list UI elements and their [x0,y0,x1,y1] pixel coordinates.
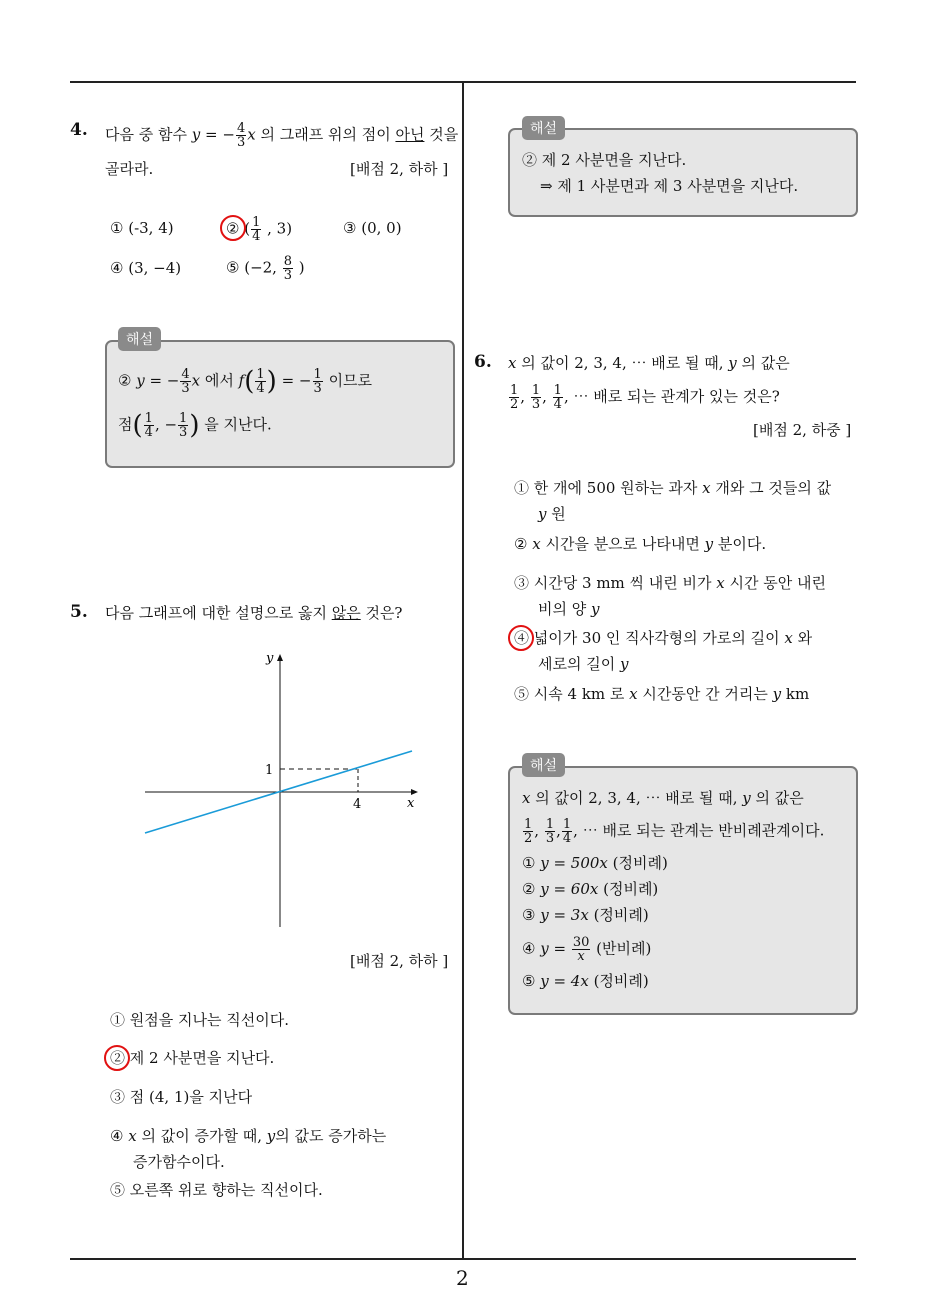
fraction: $\frac{4}{3}$ [181,367,190,396]
fraction: $\frac{1}{3}$ [313,367,322,396]
question-4-option-2[interactable]: ② ( $\frac{1}{4}$ , 3) [226,215,293,244]
question-4-option-5[interactable]: ⑤ (−2, $\frac{8}{3}$ ) [226,254,305,283]
question-6-option-2[interactable]: ② x 시간을 분으로 나타내면 y 분이다. [514,535,767,553]
question-6-solution-item-2: ② y = 60x (정비례) [522,880,659,898]
question-4-option-4[interactable]: ④ (3, −4) [110,259,182,277]
question-5-option-1[interactable]: ① 원점을 지나는 직선이다. [110,1011,289,1029]
question-5-solution-line1: ② 제 2 사분면을 지난다. [522,151,687,169]
page-number: 2 [456,1266,469,1290]
question-4-option-1[interactable]: ① (-3, 4) [110,219,174,237]
question-6-solution-item-5: ⑤ y = 4x (정비례) [522,972,649,990]
answer-mark-circle [220,215,246,241]
question-6-option-4-line2: 세로의 길이 y [538,655,629,673]
underlined-word: 않은 [331,604,361,622]
solution-tag: 해설 [522,116,565,140]
fraction: $\frac{1}{3}$ [531,383,541,412]
question-6-option-5[interactable]: ⑤ 시속 4 km 로 x 시간동안 간 거리는 y km [514,685,810,703]
question-4-solution-box [105,340,455,468]
x-axis-arrow [411,789,418,795]
question-5-text: 다음 그래프에 대한 설명으로 옳지 않은 것은? [105,604,403,622]
question-6-score: [배점 2, 하중 ] [753,421,852,439]
answer-mark-circle [508,625,534,651]
x-axis-label: x [407,796,415,811]
x-tick-label: 4 [353,797,362,812]
answer-mark-circle [104,1045,130,1071]
y-tick-label: 1 [265,763,274,778]
question-6-solution-item-1: ① y = 500x (정비례) [522,854,668,872]
question-6-option-1[interactable]: ① 한 개에 500 원하는 과자 x 개와 그 것들의 값 [514,479,832,497]
y-axis-label: y [266,651,274,666]
question-6-option-1-line2: y 원 [538,505,566,523]
question-5-solution-line2: ⇒ 제 1 사분면과 제 3 사분면을 지난다. [540,177,799,195]
fraction: $\frac{1}{3}$ [545,817,555,846]
fraction: $\frac{4}{3}$ [236,121,246,150]
fraction: $\frac{1}{3}$ [179,411,188,440]
column-divider [462,82,464,1258]
bottom-rule [70,1258,856,1260]
question-5-graph [140,645,430,930]
question-6-number: 6. [474,352,492,372]
y-axis-arrow [277,654,283,661]
question-6-option-4[interactable]: ④ 넓이가 30 인 직사각형의 가로의 길이 x 와 [514,629,813,647]
fraction: $\frac{1}{4}$ [562,817,572,846]
question-6-option-3[interactable]: ③ 시간당 3 mm 씩 내린 비가 x 시간 동안 내린 [514,574,827,592]
question-4-number: 4. [70,120,88,140]
solution-tag: 해설 [522,753,565,777]
question-5-option-2[interactable]: ② 제 2 사분면을 지난다. [110,1049,275,1067]
question-5-option-5[interactable]: ⑤ 오른쪽 위로 향하는 직선이다. [110,1181,323,1199]
question-6-solution-line1: x 의 값이 2, 3, 4, ⋯ 배로 될 때, y 의 값은 [522,789,804,807]
question-5-number: 5. [70,602,88,622]
question-6-option-3-line2: 비의 양 y [538,600,600,618]
fraction: $\frac{1}{2}$ [524,817,533,846]
underlined-word: 아닌 [395,125,425,144]
fraction: $\frac{1}{4}$ [256,367,265,396]
question-4-solution-line1: ② y = − $\frac{4}{3}$ x 에서 f( $\frac{1}{4}$ ) = − $\frac{1}{3}$ 이므로 [118,366,373,397]
fraction: $\frac{1}{4}$ [144,411,153,440]
question-5-solution-box [508,128,858,217]
question-4-score: [배점 2, 하하 ] [350,160,449,178]
fraction: $\frac{30}{x}$ [572,935,590,964]
question-6-solution-item-3: ③ y = 3x (정비례) [522,906,649,924]
question-6-text-line1: x 의 값이 2, 3, 4, ⋯ 배로 될 때, y 의 값은 [508,354,790,372]
fraction: $\frac{8}{3}$ [283,254,292,283]
solution-tag: 해설 [118,327,161,351]
question-4-text: 다음 중 함수 y = − $\frac{4}{3}$ x 의 그래프 위의 점이 아닌 것을 [105,121,459,150]
question-5-option-3[interactable]: ③ 점 (4, 1)을 지난다 [110,1088,253,1106]
question-4-solution-line2: 점( $\frac{1}{4}$ , − $\frac{1}{3}$ ) 을 지난다. [118,410,272,441]
question-6-solution-line2: $\frac{1}{2}$ , $\frac{1}{3}$ , $\frac{1}{4}$ , ⋯ 배로 되는 관계는 반비례관계이다. [524,817,825,846]
question-5-option-4[interactable]: ④ x 의 값이 증가할 때, y의 값도 증가하는 [110,1127,387,1145]
question-5-option-4-line2: 증가함수이다. [133,1153,225,1171]
question-4-text-line2: 골라라. [105,160,154,178]
fraction: $\frac{1}{4}$ [252,215,261,244]
fraction: $\frac{1}{2}$ [510,383,519,412]
question-5-score: [배점 2, 하하 ] [350,952,449,970]
question-4-option-3[interactable]: ③ (0, 0) [343,219,402,237]
question-6-text-line2: $\frac{1}{2}$ , $\frac{1}{3}$ , $\frac{1}{4}$ , ⋯ 배로 되는 관계가 있는 것은? [510,383,780,412]
fraction: $\frac{1}{4}$ [553,383,562,412]
question-6-solution-item-4: ④ y = $\frac{30}{x}$ (반비례) [522,935,652,964]
